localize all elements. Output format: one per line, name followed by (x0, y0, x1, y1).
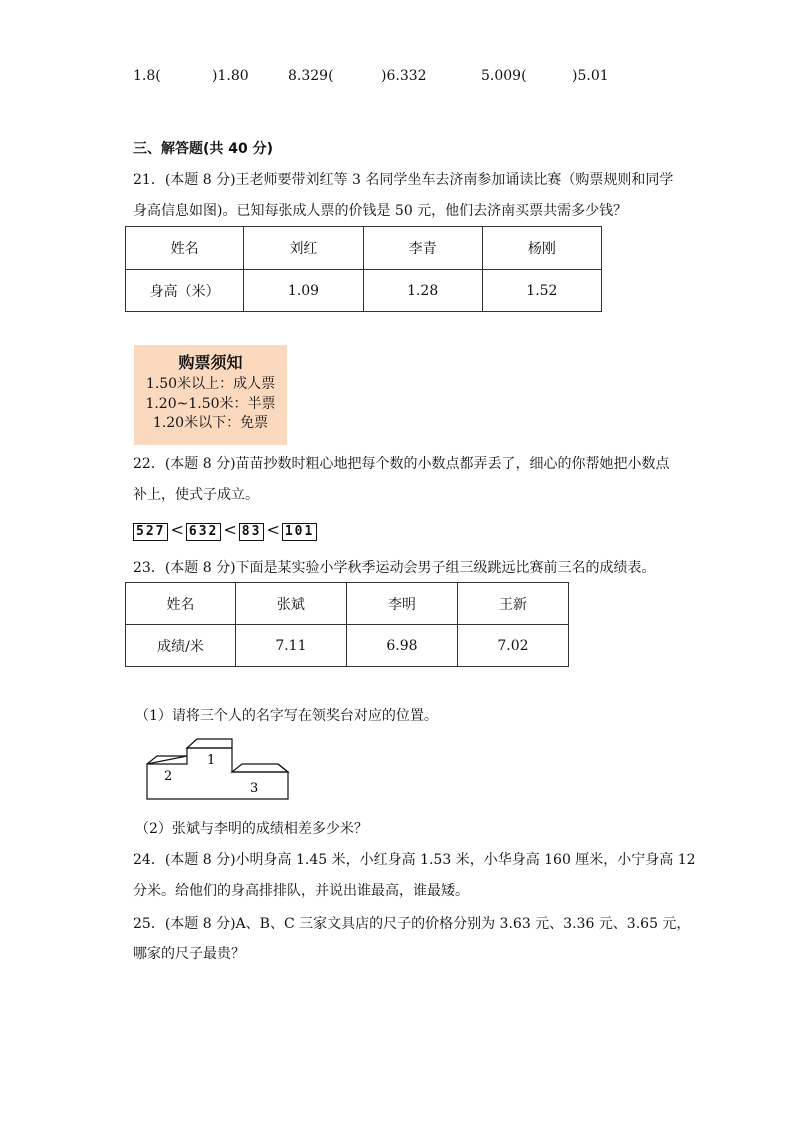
less-than-sign: < (170, 520, 184, 539)
table-cell: 1.28 (363, 270, 482, 312)
table-cell: 6.98 (346, 625, 457, 667)
notice-line: 1.50米以上：成人票 (145, 376, 276, 392)
compare-2-left: 8.329( (288, 68, 334, 84)
q24-line2: 分米。给他们的身高排排队，并说出谁最高，谁最矮。 (133, 883, 469, 899)
q22-line1: 22．(本题 8 分)苗苗抄数时粗心地把每个数的小数点都弄丢了，细心的你帮她把小数点 (133, 456, 670, 472)
q21-line1: 21．(本题 8 分)王老师要带刘红等 3 名同学坐车去济南参加诵读比赛（购票规则和同学 (133, 172, 674, 188)
less-than-sign: < (223, 520, 237, 539)
table-header-cell: 姓名 (126, 583, 236, 625)
table-header-cell: 刘红 (244, 227, 363, 270)
table-cell: 7.11 (235, 625, 346, 667)
q23-sub1: （1）请将三个人的名字写在领奖台对应的位置。 (135, 708, 438, 724)
podium-diagram (140, 734, 290, 802)
table-cell: 7.02 (457, 625, 568, 667)
podium-top-center (187, 739, 232, 748)
compare-3-right: )5.01 (572, 68, 609, 84)
less-than-sign: < (266, 520, 280, 539)
q25-line2: 哪家的尺子最贵？ (133, 946, 245, 962)
height-table (125, 226, 602, 312)
compare-1-left: 1.8( (133, 68, 161, 84)
number-box: 83 (239, 523, 265, 541)
q23-line1: 23．(本题 8 分)下面是某实验小学秋季运动会男子组三级跳远比赛前三名的成绩表。 (133, 560, 656, 576)
table-cell: 1.09 (244, 270, 363, 312)
table-header-cell: 李明 (346, 583, 457, 625)
decimal-inequality (133, 520, 317, 541)
table-cell: 身高（米） (126, 270, 244, 312)
q21-line2: 身高信息如图)。已知每张成人票的价钱是 50 元，他们去济南买票共需多少钱？ (133, 203, 628, 219)
compare-3-left: 5.009( (481, 68, 527, 84)
number-box: 527 (133, 523, 168, 541)
podium-third-label: 3 (250, 781, 259, 796)
notice-title: 购票须知 (178, 353, 243, 372)
number-box: 101 (282, 523, 317, 541)
table-cell: 成绩/米 (126, 625, 236, 667)
notice-line: 1.20~1.50米：半票 (145, 395, 276, 412)
q25-line1: 25．(本题 8 分)A、B、C 三家文具店的尺子的价格分别为 3.63 元、3.36 元、3.65 元， (133, 916, 691, 932)
q22-line2: 补上，使式子成立。 (133, 487, 259, 503)
podium-second-label: 2 (164, 769, 173, 784)
section-heading: 三、解答题(共 40 分) (133, 141, 274, 157)
table-header-cell: 李青 (363, 227, 482, 270)
compare-1-right: )1.80 (212, 68, 249, 84)
table-header-cell: 张斌 (235, 583, 346, 625)
table-header-cell: 杨刚 (482, 227, 601, 270)
compare-2-right: )6.332 (381, 68, 427, 84)
number-box: 632 (186, 523, 221, 541)
q23-sub2: （2）张斌与李明的成绩相差多少米？ (135, 821, 368, 837)
podium-first-label: 1 (207, 753, 216, 768)
q24-line1: 24．(本题 8 分)小明身高 1.45 米，小红身高 1.53 米，小华身高 160 厘米，小宁身高 12 (133, 852, 696, 868)
table-header-cell: 姓名 (126, 227, 244, 270)
ticket-notice (134, 345, 287, 445)
results-table (125, 582, 569, 667)
table-cell: 1.52 (482, 270, 601, 312)
podium-top-left (147, 756, 187, 764)
table-header-cell: 王新 (457, 583, 568, 625)
notice-line: 1.20米以下：免票 (152, 415, 269, 431)
